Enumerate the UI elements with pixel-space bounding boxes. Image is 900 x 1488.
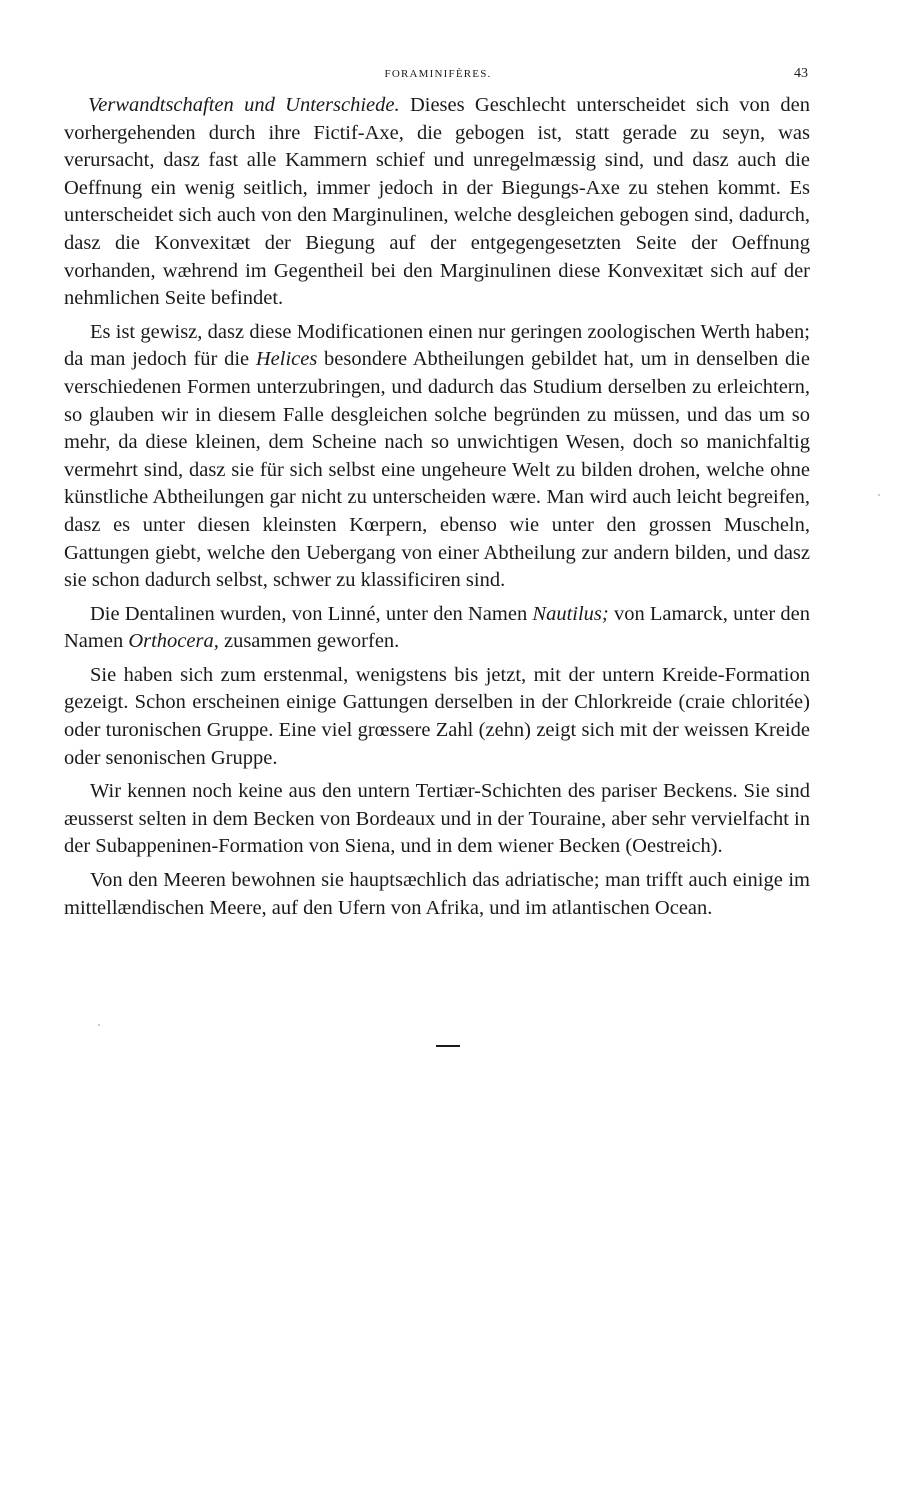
paragraph-text: Sie haben sich zum erstenmal, wenigstens bis jetzt, mit der untern Kreide-Formation gezeigt. Schon erscheinen einige Gattungen derselben in der Chlorkreide (craie chloritée) oder turonischen Gruppe. Eine viel grœssere Zahl (zehn) zeigt sich mit der weissen Kreide oder senonischen Gruppe. — [64, 663, 810, 769]
running-title: FORAMINIFÈRES. — [384, 68, 492, 80]
running-header — [68, 64, 808, 86]
paragraph-text: Dieses Geschlecht unterscheidet sich von den vorhergehenden durch ihre Fictif-Axe, die gebogen ist, statt gerade zu seyn, was verursacht, dasz fast alle Kammern schief und unregelmæssig sind, und dasz auch die Oeffnung ein wenig seitlich, immer jedoch in der Biegungs-Axe zu stehen kommt. Es unterscheidet sich auch von den Marginulinen, welche desgleichen gebogen sind, dadurch, dasz die Konvexitæt der Biegung auf der entgegengesetzten Seite der Oeffnung vorhanden, wæhrend im Gegentheil bei den Marginulinen diese Konvexitæt sich auf der nehmlichen Seite befindet. — [64, 94, 810, 310]
paragraph-classification — [64, 319, 810, 595]
paragraph-text: Es ist gewisz, dasz diese Modificationen einen nur geringen zoologischen Werth haben; da man jedoch für die — [64, 320, 810, 371]
paragraph-synonymy — [64, 601, 810, 656]
page-number: 43 — [794, 66, 808, 81]
paragraph-text: von Lamarck, unter den Namen — [64, 602, 810, 653]
paper-speck — [98, 1024, 100, 1026]
paper-speck — [878, 494, 880, 496]
paragraph-living-distribution — [64, 867, 810, 922]
paragraph-geologic-range — [64, 662, 810, 772]
paragraph-text: besondere Abtheilungen gebildet hat, um in denselben die verschiedenen Formen unterzubringen, und dadurch das Studium derselben zu erleichtern, so glauben wir in diesem Falle desgleichen solche begründen zu müssen, und das um so mehr, da diese kleinen, dem Scheine nach so unwichtigen Wesen, doch so manichfaltig vermehrt sind, dasz sie für sich selbst eine ungeheure Welt zu bilden drohen, welche ohne künstliche Abtheilungen gar nicht zu unterscheiden wære. Man wird auch leicht begreifen, dasz es unter diesen kleinsten Kœrpern, ebenso wie unter den grossen Muscheln, Gattungen giebt, welche den Uebergang von einer Abtheilung zur andern bilden, und dasz sie schon dadurch selbst, schwer zu klassificiren sind. — [64, 348, 811, 592]
paragraph-text: zusammen geworfen. — [218, 630, 400, 653]
section-heading-italic: Verwandtschaften und Unterschiede. — [88, 94, 400, 116]
body-text — [64, 92, 810, 928]
paragraph-tertiary-distribution — [64, 778, 810, 861]
italic-taxon: Orthocera, — [128, 630, 219, 653]
paragraph-text: Die Dentalinen wurden, von Linné, unter den Namen — [90, 602, 533, 625]
paragraph-text: Von den Meeren bewohnen sie hauptsæchlich das adriatische; man trifft auch einige im mittellændischen Meere, auf den Ufern von Afrika, und im atlantischen Ocean. — [64, 869, 810, 919]
italic-taxon: Nautilus; — [532, 602, 609, 625]
italic-taxon: Helices — [255, 348, 318, 371]
section-end-rule — [436, 1045, 460, 1047]
paragraph-text: Wir kennen noch keine aus den untern Tertiær-Schichten des pariser Beckens. Sie sind æusserst selten in dem Becken von Bordeaux und in der Touraine, aber sehr vervielfacht in der Subappeninen-Formation von Siena, und in dem wiener Becken (Oestreich). — [64, 780, 810, 858]
paragraph-affinities — [64, 92, 810, 313]
